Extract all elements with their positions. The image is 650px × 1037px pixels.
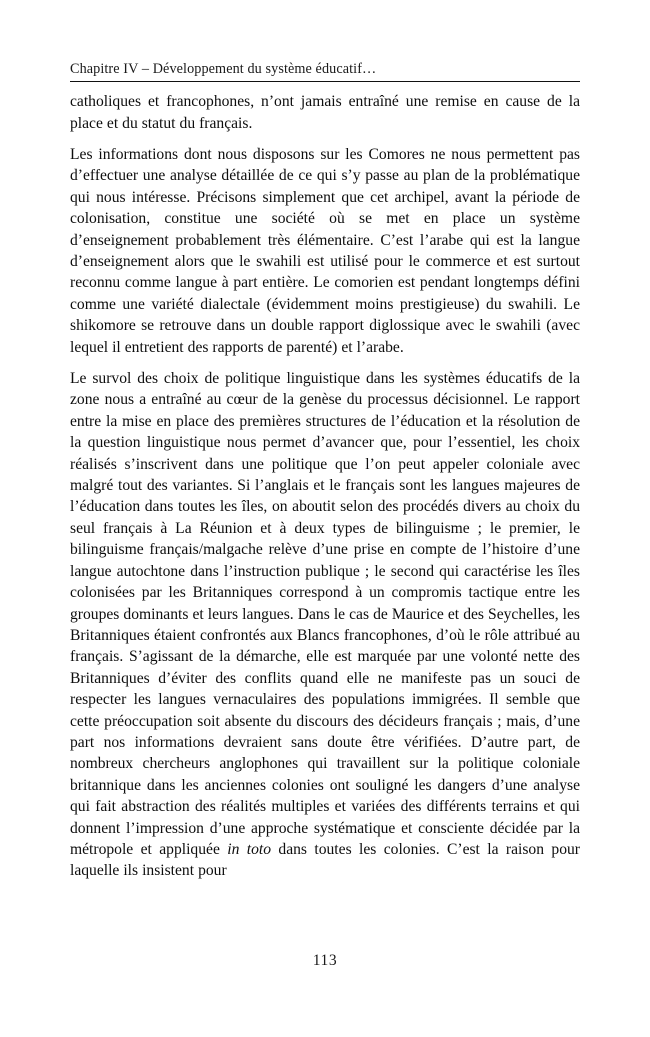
running-header: Chapitre IV – Développement du système éducatif… xyxy=(70,61,377,77)
paragraph-continuation: catholiques et francophones, n’ont jamais entraîné une remise en cause de la place et du statut du français. xyxy=(70,93,580,132)
paragraph-survol xyxy=(70,368,580,882)
paragraph-comores: Les informations dont nous disposons sur les Comores ne nous permettent pas d’effectuer une analyse détaillée de ce qui s’y passe au plan de la problématique qui nous intéresse. Précisons simplement que cet archipel, avant la période de colonisation, constitue une société où se met en place un système d’enseignement probablement très élémentaire. C’est l’arabe qui est la langue d’enseignement alors que le swahili est utilisé pour le commerce et est surtout reconnu comme langue à part entière. Le comorien est pendant longtemps défini comme une variété dialectale (évidemment moins prestigieuse) du swahili. Le shikomore se retrouve dans un double rapport diglossique avec le swahili (avec lequel il entretient des rapports de parenté) et l’arabe. xyxy=(70,145,580,356)
header-rule xyxy=(70,81,580,82)
page-content xyxy=(70,0,580,882)
paragraph-survol-text-after: dans toutes les colonies. C’est la raison pour laquelle ils insistent pour xyxy=(70,840,580,880)
paragraph-survol-text-before: Le survol des choix de politique linguistique dans les systèmes éducatifs de la zone nous a entraîné au cœur de la genèse du processus décisionnel. Le rapport entre la mise en place des premières structures de l’éducation et la résolution de la question linguistique nous permet d’avancer que, pour l’essentiel, les choix réalisés s’inscrivent dans une politique que l’on peut appeler coloniale avec malgré tout des variantes. Si l’anglais et le français sont les langues majeures de l’éducation dans toutes les îles, on aboutit selon des procédés divers au choix du seul français à La Réunion et à deux types de bilinguisme ; le premier, le bilinguisme français/malgache relève d’une prise en compte de l’histoire d’une langue autochtone dans l’instruction publique ; le second qui caractérise les îles colonisées par les Britanniques correspond à un compromis tactique entre les groupes dominants et leurs langues. Dans le cas de Maurice et des Seychelles, les Britanniques étaient confrontés aux Blancs francophones, d’où le rôle attribué au français. S’agissant de la démarche, elle est marquée par une volonté nette des Britanniques d’éviter des conflits quand elle ne manifeste pas un souci de respecter les langues vernaculaires des populations immigrées. Il semble que cette préoccupation soit absente du discours des décideurs français ; mais, d’une part nos informations devraient sans doute être vérifiées. D’autre part, de nombreux chercheurs anglophones qui travaillent sur la politique coloniale britannique dans les anciennes colonies ont souligné les dangers d’une analyse qui fait abstraction des réalités multiples et variées des différents terrains et qui donnent l’impression d’une approche systématique et consciente décidée par la métropole et appliquée xyxy=(70,370,580,858)
page-number: 113 xyxy=(312,952,338,969)
latin-phrase-in-toto: in toto xyxy=(227,840,272,858)
body-text xyxy=(70,91,580,882)
